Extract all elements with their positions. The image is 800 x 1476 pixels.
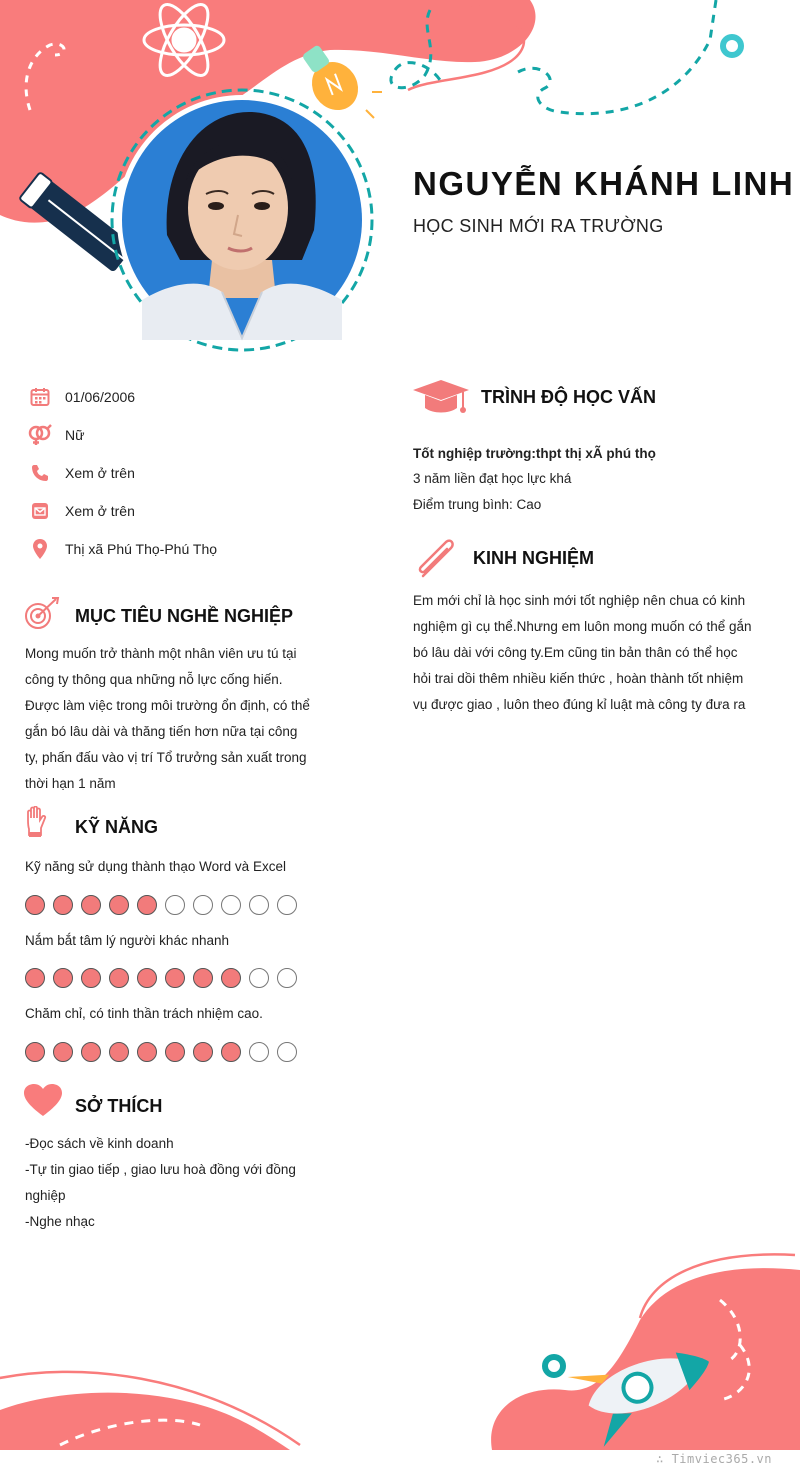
candidate-title: HỌC SINH MỚI RA TRƯỜNG xyxy=(413,216,664,236)
address-text: Thị xã Phú Thọ-Phú Thọ xyxy=(65,541,218,557)
hand-icon xyxy=(24,806,48,838)
skill-rating xyxy=(25,895,297,915)
rating-dot-filled xyxy=(221,1042,241,1062)
rating-dot-filled xyxy=(25,895,45,915)
skill-label: Chăm chỉ, có tinh thần trách nhiệm cao. xyxy=(25,1006,263,1021)
rating-dot-filled xyxy=(25,1042,45,1062)
phone-text: Xem ở trên xyxy=(65,465,135,481)
hobby-line: nghiệp xyxy=(25,1188,66,1203)
experience-text xyxy=(413,588,770,718)
hobby-line: -Tự tin giao tiếp , giao lưu hoà đồng với đồng xyxy=(25,1162,296,1177)
gender-icon xyxy=(28,423,52,447)
location-pin-icon xyxy=(28,537,52,561)
rating-dot-filled xyxy=(81,895,101,915)
graduation-cap-icon xyxy=(413,380,469,416)
skill-rating xyxy=(25,1042,297,1062)
gender-text: Nữ xyxy=(65,427,85,443)
objective-line: thời hạn 1 năm xyxy=(25,776,116,791)
phone-icon xyxy=(28,461,52,485)
email-text: Xem ở trên xyxy=(65,503,135,519)
rating-dot-empty xyxy=(277,1042,297,1062)
objective-line: ty, phấn đấu vào vị trí Tổ trưởng sản xuất trong xyxy=(25,750,307,765)
rating-dot-filled xyxy=(193,968,213,988)
rating-dot-filled xyxy=(165,968,185,988)
skills-title: KỸ NĂNG xyxy=(75,817,159,837)
education-school: Tốt nghiệp trường:thpt thị xÃ phú thọ xyxy=(413,446,656,461)
email-icon xyxy=(28,499,52,523)
rating-dot-filled xyxy=(109,968,129,988)
education-line: Điểm trung bình: Cao xyxy=(413,497,542,512)
heart-icon xyxy=(24,1084,62,1118)
hobbies-title: SỞ THÍCH xyxy=(75,1096,163,1116)
skill-label: Nắm bắt tâm lý người khác nhanh xyxy=(25,933,229,948)
hobby-line: -Nghe nhạc xyxy=(25,1214,95,1229)
paperclip-icon xyxy=(415,538,459,578)
objective-line: Được làm việc trong môi trường ổn định, có thể xyxy=(25,698,310,713)
contact-gender xyxy=(28,423,84,447)
experience-title: KINH NGHIỆM xyxy=(473,548,594,568)
contact-email xyxy=(28,499,135,523)
footer-brand: ∴ Timviec365.vn xyxy=(656,1452,772,1466)
experience-line: Em mới chỉ là học sinh mới tốt nghiệp nên chua có kinh xyxy=(413,593,746,608)
education-title: TRÌNH ĐỘ HỌC VẤN xyxy=(481,387,656,407)
experience-line: nghiệm gì cụ thể.Nhưng em luôn mong muốn có thể gắn xyxy=(413,619,752,634)
rating-dot-filled xyxy=(81,1042,101,1062)
rating-dot-filled xyxy=(193,1042,213,1062)
rating-dot-empty xyxy=(193,895,213,915)
hobby-line: -Đọc sách về kinh doanh xyxy=(25,1136,174,1151)
rating-dot-empty xyxy=(165,895,185,915)
rating-dot-filled xyxy=(109,1042,129,1062)
rating-dot-filled xyxy=(53,968,73,988)
teal-dot-bottom xyxy=(545,1357,563,1375)
objective-title: MỤC TIÊU NGHỀ NGHIỆP xyxy=(75,606,294,626)
calendar-icon xyxy=(28,385,52,409)
skill-label: Kỹ năng sử dụng thành thạo Word và Excel xyxy=(25,859,286,874)
rating-dot-empty xyxy=(221,895,241,915)
rating-dot-filled xyxy=(137,1042,157,1062)
rating-dot-empty xyxy=(277,968,297,988)
objective-line: gắn bó lâu dài và thăng tiến hơn nữa tại công xyxy=(25,724,298,739)
teal-ring xyxy=(723,37,741,55)
rating-dot-filled xyxy=(81,968,101,988)
experience-line: vụ được giao , luôn theo đúng kỉ luật mà công ty đưa ra xyxy=(413,697,746,712)
skill-rating xyxy=(25,968,297,988)
objective-line: Mong muốn trở thành một nhân viên ưu tú tại xyxy=(25,646,297,661)
rating-dot-filled xyxy=(53,1042,73,1062)
objective-line: công ty thông qua những nỗ lực cống hiến. xyxy=(25,672,283,687)
education-line: 3 năm liền đạt học lực khá xyxy=(413,471,572,486)
contact-birthdate xyxy=(28,385,135,409)
rating-dot-filled xyxy=(109,895,129,915)
rating-dot-empty xyxy=(249,1042,269,1062)
rating-dot-filled xyxy=(137,895,157,915)
contact-phone xyxy=(28,461,135,485)
rating-dot-empty xyxy=(277,895,297,915)
rating-dot-filled xyxy=(221,968,241,988)
experience-line: bó lâu dài với công ty.Em cũng tin bản thân có thể học xyxy=(413,645,738,660)
rating-dot-filled xyxy=(137,968,157,988)
contact-address xyxy=(28,537,217,561)
experience-line: hỏi trai dồi thêm nhiều kiến thức , hoàn thành tốt nhiệm xyxy=(413,671,744,686)
rating-dot-filled xyxy=(53,895,73,915)
bottom-right-blob xyxy=(491,1268,800,1450)
objective-text xyxy=(25,641,318,797)
hobbies-text xyxy=(25,1131,318,1235)
rating-dot-filled xyxy=(165,1042,185,1062)
rating-dot-filled xyxy=(25,968,45,988)
rating-dot-empty xyxy=(249,968,269,988)
target-icon xyxy=(24,596,60,632)
candidate-name: NGUYỄN KHÁNH LINH xyxy=(413,165,795,202)
birthdate-text: 01/06/2006 xyxy=(65,389,136,405)
rating-dot-empty xyxy=(249,895,269,915)
